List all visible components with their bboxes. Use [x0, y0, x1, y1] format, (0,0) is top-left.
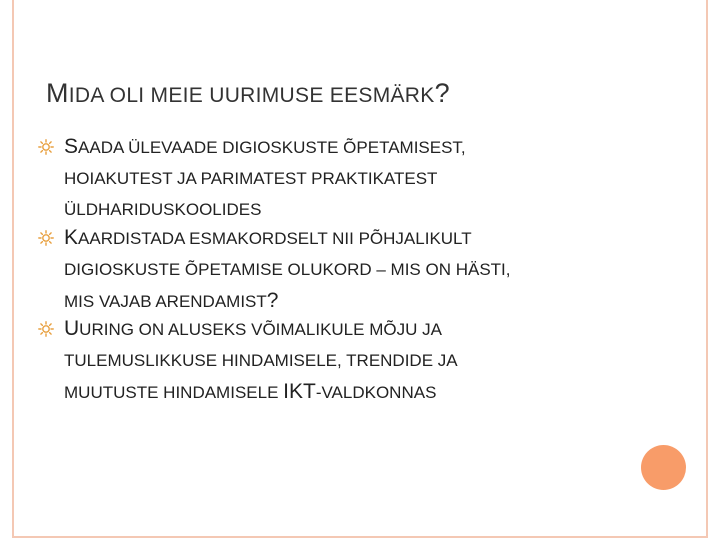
sun-bullet-icon [38, 230, 54, 246]
bullet-1-initial: S [64, 135, 79, 158]
bullet-2-initial: K [64, 226, 79, 249]
bullet-1-text-1: AADA ÜLEVAADE DIGIOSKUSTE ÕPETAMISEST, [78, 138, 466, 157]
title-initial: M [46, 78, 69, 108]
bullet-2-line-2: DIGIOSKUSTE ÕPETAMISE OLUKORD – MIS ON HÄSTI, [64, 260, 511, 279]
bullet-3-line-1 [64, 313, 664, 345]
bullet-3-text-3c: -VALDKONNAS [315, 383, 437, 402]
title-text: IDA OLI MEIE UURIMUSE EESMÄRK [68, 84, 435, 107]
bullet-2-text-1: AARDISTADA ESMAKORDSELT NII PÕHJALIKULT [78, 229, 472, 248]
bullet-3-initial: U [64, 317, 80, 340]
bullet-3-ikt: IKT [283, 380, 316, 403]
bullet-3-line-3 [64, 376, 664, 408]
decorative-orange-circle [641, 445, 686, 490]
bullet-1-line-1 [64, 131, 664, 163]
bullet-2-line-1 [64, 222, 664, 254]
sun-bullet-icon [38, 139, 54, 155]
sun-bullet-icon [38, 321, 54, 337]
bullet-3-text-3a: MUUTUSTE HINDAMISELE [64, 383, 284, 402]
bullet-item-2 [64, 222, 664, 317]
bullet-item-3 [64, 313, 664, 408]
title-question-mark: ? [434, 78, 450, 108]
bullet-1-line-3: ÜLDHARIDUSKOOLIDES [64, 200, 262, 219]
bullet-1-line-2: HOIAKUTEST JA PARIMATEST PRAKTIKATEST [64, 169, 438, 188]
bullet-2-text-3: MIS VAJAB ARENDAMIST [64, 292, 267, 311]
slide-title [46, 78, 450, 109]
bullet-item-1 [64, 131, 664, 225]
bullet-2-question-mark: ? [266, 289, 279, 312]
bullet-3-line-2: TULEMUSLIKKUSE HINDAMISELE, TRENDIDE JA [64, 351, 458, 370]
bullet-3-text-1: URING ON ALUSEKS VÕIMALIKULE MÕJU JA [79, 320, 442, 339]
